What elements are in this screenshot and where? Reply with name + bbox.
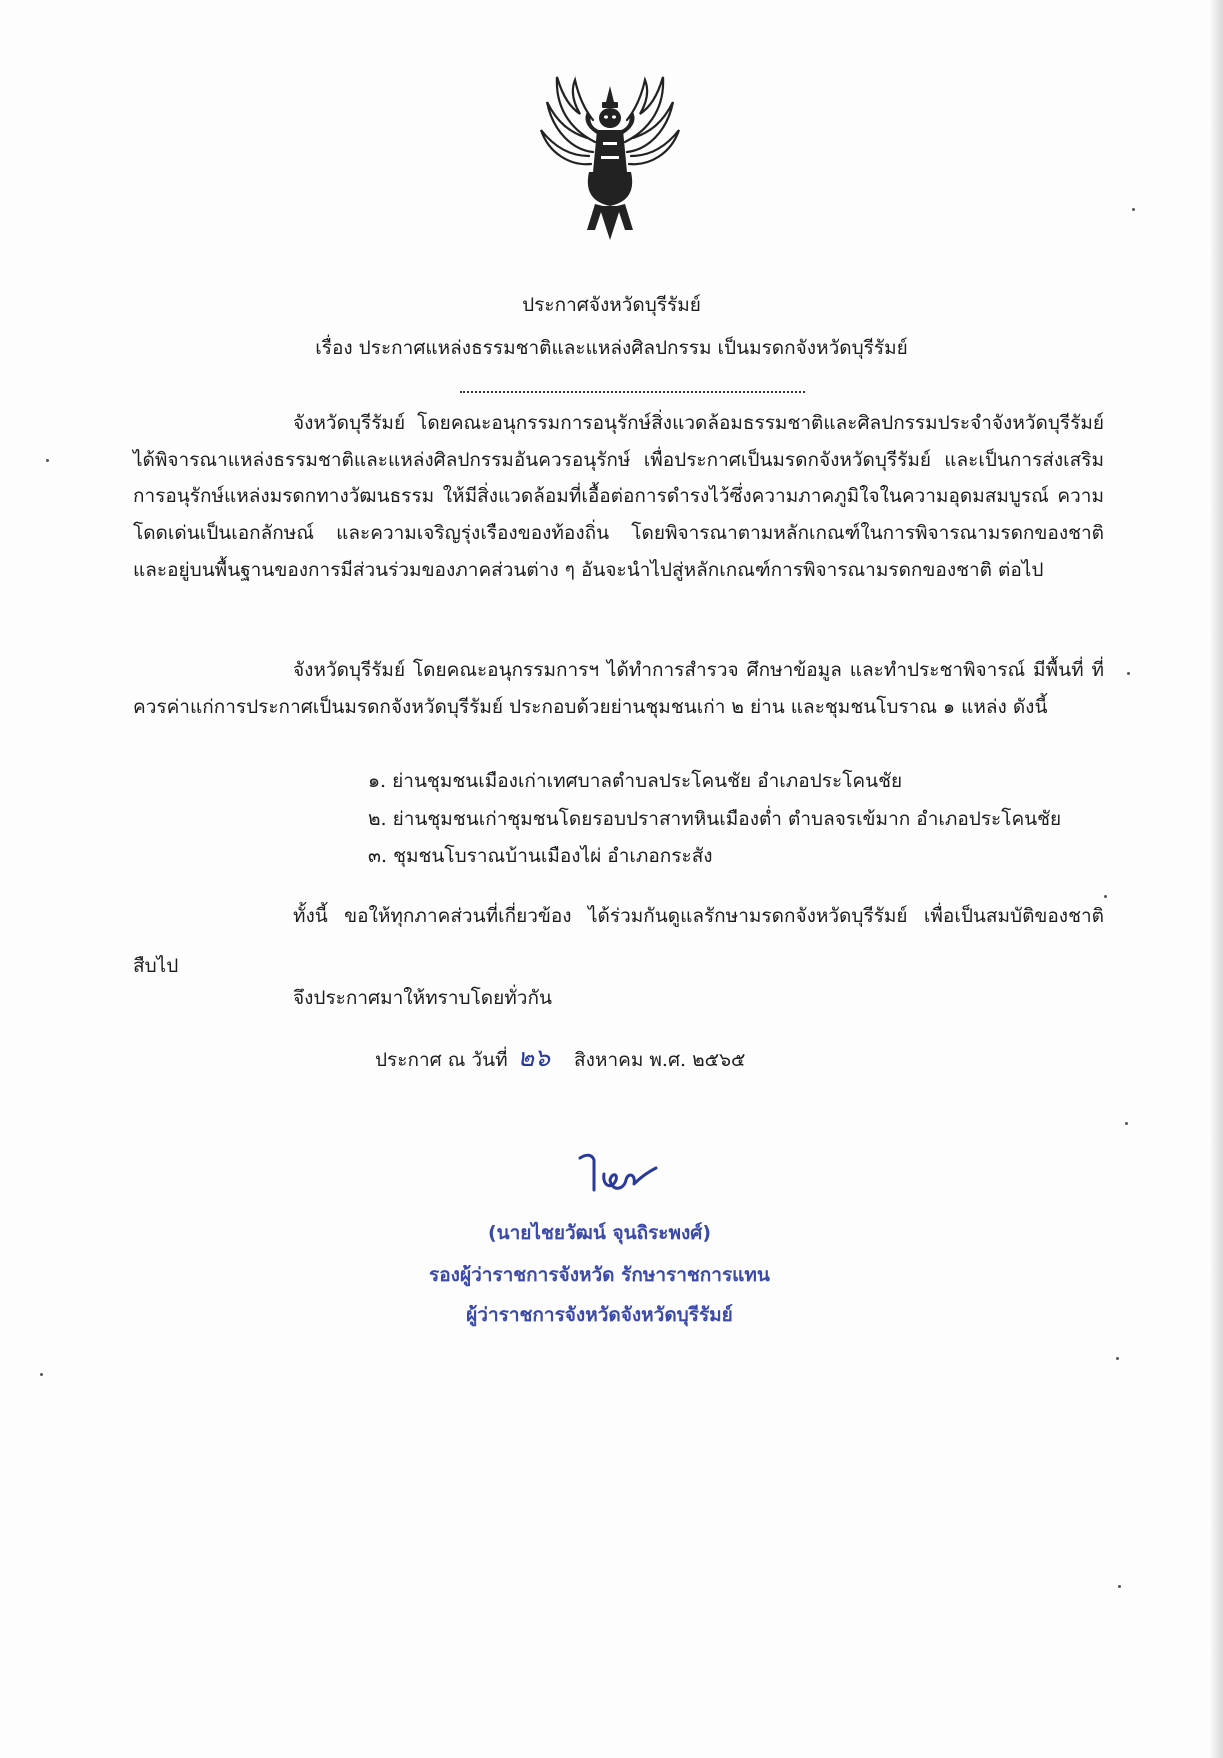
body-paragraph-2: จังหวัดบุรีรัมย์ โดยคณะอนุกรรมการฯ ได้ทำการสำรวจ ศึกษาข้อมูล และทำประชาพิจารณ์ มีพื้นที่ ที่ควรค่าแก่การประกาศเป็นมรดกจังหวัดบุรีรัมย์ ประกอบด้วยย่านชุมชนเก่า ๒ ย่าน และชุมชนโบราณ ๑ แหล่ง ดังนี้ (133, 659, 1104, 718)
body-paragraph-3: ทั้งนี้ ขอให้ทุกภาคส่วนที่เกี่ยวข้อง ได้ร่วมกันดูแลรักษามรดกจังหวัดบุรีรัมย์ เพื่อเป็นสมบัติของชาติ สืบไป (133, 905, 1104, 977)
list-item: ๑. ย่านชุมชนเมืองเก่าเทศบาลตำบลประโคนชัย อำเภอประโคนชัย (368, 770, 903, 792)
date-prefix: ประกาศ ณ วันที่ (375, 1049, 508, 1071)
announcement-title: ประกาศจังหวัดบุรีรัมย์ (522, 294, 701, 316)
date-day-handwritten: ๒๖ (517, 1043, 550, 1072)
body-paragraph-1: จังหวัดบุรีรัมย์ โดยคณะอนุกรรมการอนุรักษ์สิ่งแวดล้อมธรรมชาติและศิลปกรรมประจำจังหวัดบุรีรัมย์ ได้พิจารณาแหล่งธรรมชาติและแหล่งศิลปกรรมอันควรอนุรักษ์ เพื่อประกาศเป็นมรดกจังหวัดบุรีรัมย์ และเป็นการส่งเสริมการอนุรักษ์แหล่งมรดกทางวัฒนธรรม ให้มีสิ่งแวดล้อมที่เอื้อต่อการดำรงไว้ซึ่งความภาคภูมิใจในความอุดมสมบูรณ์ ความโดดเด่นเป็นเอกลักษณ์ และความเจริญรุ่งเรืองของท้องถิ่น โดยพิจารณาตามหลักเกณฑ์ในการพิจารณามรดกของชาติ และอยู่บนพื้นฐานของการมีส่วนร่วมของภาคส่วนต่าง ๆ อันจะนำไปสู่หลักเกณฑ์การพิจารณามรดกของชาติ ต่อไป (133, 412, 1104, 581)
scan-speck (1127, 672, 1130, 675)
announcement-subject: เรื่อง ประกาศแหล่งธรรมชาติและแหล่งศิลปกรรม เป็นมรดกจังหวัดบุรีรัมย์ (315, 337, 908, 359)
list-item: ๓. ชุมชนโบราณบ้านเมืองไผ่ อำเภอกระสัง (368, 845, 713, 867)
scan-speck (1104, 895, 1107, 898)
announcement-date (375, 1040, 745, 1078)
garuda-emblem-icon (535, 72, 685, 242)
scan-speck (40, 1373, 43, 1376)
scan-speck (1118, 1585, 1121, 1588)
title-separator (460, 391, 805, 393)
signatory-position: รองผู้ว่าราชการจังหวัด รักษาราชการแทน (429, 1264, 770, 1286)
scan-speck (1132, 208, 1135, 211)
date-month-year: สิงหาคม พ.ศ. ๒๕๖๕ (574, 1049, 746, 1071)
scan-speck (46, 459, 49, 462)
page-edge-shadow (1211, 0, 1223, 1758)
handwritten-signature-icon (578, 1150, 668, 1200)
list-item: ๒. ย่านชุมชนเก่าชุมชนโดยรอบปราสาทหินเมืองต่ำ ตำบลจรเข้มาก อำเภอประโคนชัย (368, 808, 1062, 830)
signatory-name: (นายไชยวัฒน์ จุนถิระพงศ์) (487, 1222, 712, 1244)
scan-speck (1125, 1122, 1128, 1125)
announce-line: จึงประกาศมาให้ทราบโดยทั่วกัน (293, 987, 552, 1009)
scan-speck (1116, 1357, 1119, 1360)
signatory-position-2: ผู้ว่าราชการจังหวัดจังหวัดบุรีรัมย์ (466, 1304, 733, 1326)
